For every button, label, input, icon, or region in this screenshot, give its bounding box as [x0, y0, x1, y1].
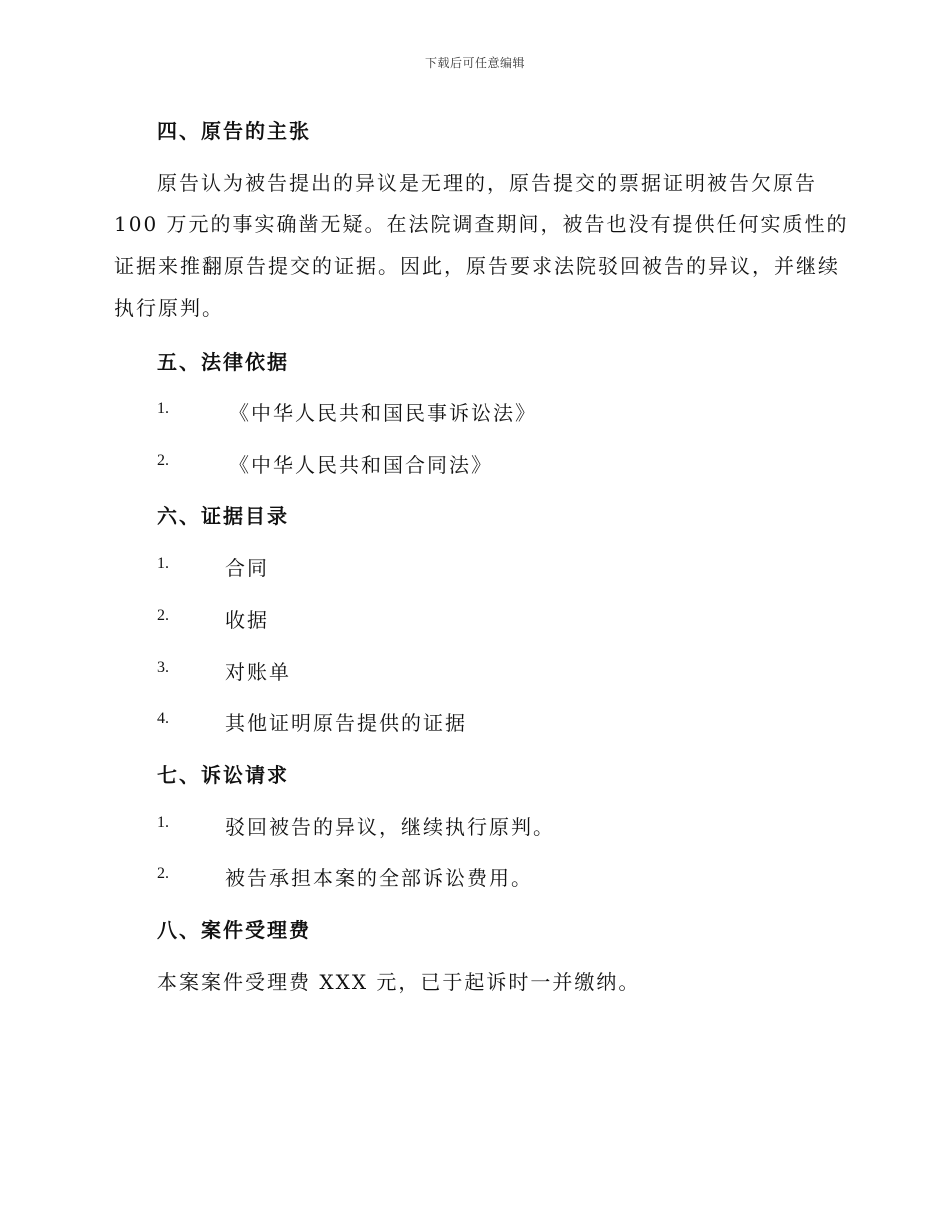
- list-item-number: 1.: [157, 555, 169, 572]
- list-item-number: 2.: [157, 865, 169, 882]
- section-heading-legal-basis: 五、法律依据: [157, 350, 289, 374]
- list-item-text: 驳回被告的异议，继续执行原判。: [225, 815, 555, 839]
- list-item-text: 其他证明原告提供的证据: [225, 711, 467, 735]
- list-item-number: 2.: [157, 452, 169, 469]
- list-item-number: 2.: [157, 607, 169, 624]
- list-item-text: 《中华人民共和国合同法》: [229, 453, 493, 477]
- list-item-number: 1.: [157, 400, 169, 417]
- section-heading-litigation-request: 七、诉讼请求: [157, 763, 289, 787]
- list-item-number: 1.: [157, 814, 169, 831]
- paragraph-line-4: 执行原判。: [114, 296, 224, 320]
- list-item-text: 被告承担本案的全部诉讼费用。: [225, 866, 533, 890]
- section-heading-evidence-list: 六、证据目录: [157, 504, 289, 528]
- section-heading-case-fee: 八、案件受理费: [157, 918, 311, 942]
- list-item-number: 3.: [157, 659, 169, 676]
- list-item-number: 4.: [157, 710, 169, 727]
- paragraph-line-1: 原告认为被告提出的异议是无理的，原告提交的票据证明被告欠原告: [157, 171, 817, 195]
- case-fee-text: 本案案件受理费 XXX 元，已于起诉时一并缴纳。: [157, 970, 641, 994]
- list-item-text: 合同: [225, 556, 269, 580]
- page-header-note: 下载后可任意编辑: [424, 56, 525, 70]
- section-heading-plaintiff-claim: 四、原告的主张: [157, 119, 311, 143]
- list-item-text: 收据: [225, 608, 269, 632]
- paragraph-line-2: 100 万元的事实确凿无疑。在法院调查期间，被告也没有提供任何实质性的: [114, 212, 849, 236]
- paragraph-line-3: 证据来推翻原告提交的证据。因此，原告要求法院驳回被告的异议，并继续: [114, 254, 840, 278]
- list-item-text: 《中华人民共和国民事诉讼法》: [229, 401, 537, 425]
- list-item-text: 对账单: [225, 660, 291, 684]
